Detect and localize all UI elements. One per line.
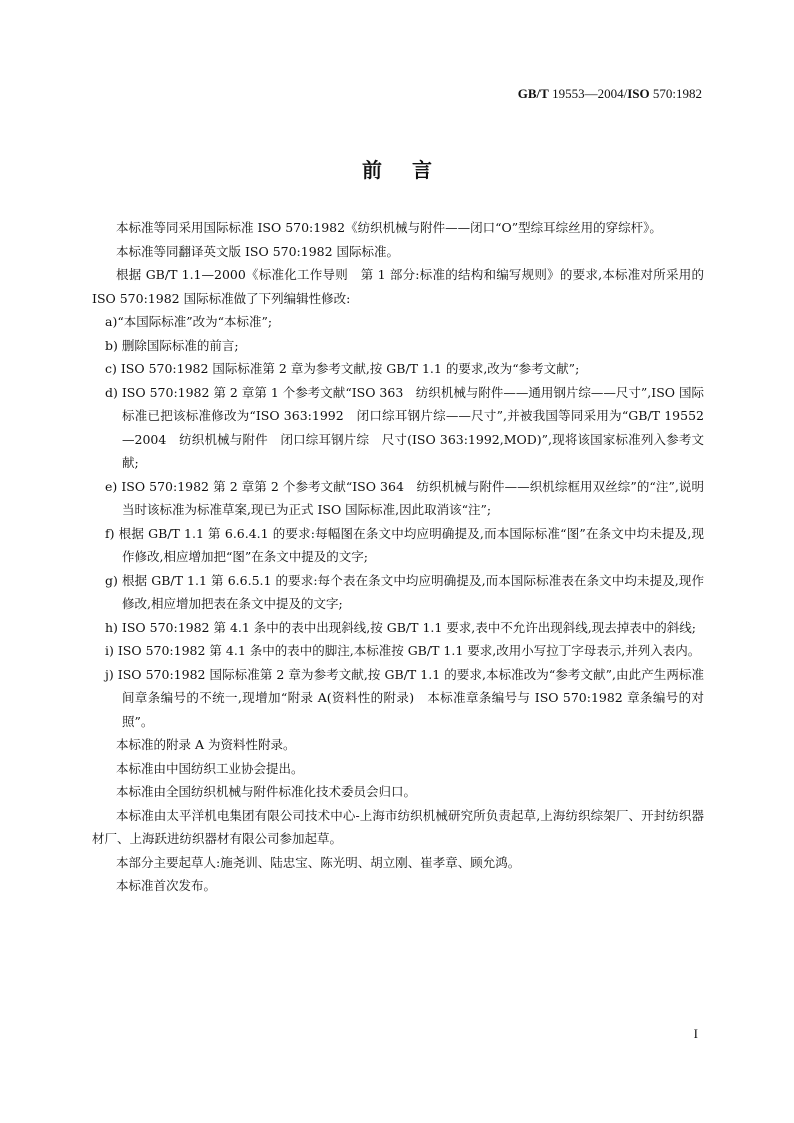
paragraph: 根据 GB/T 1.1—2000《标准化工作导则 第 1 部分:标准的结构和编写规则》的要求,本标准对所采用的 ISO 570:1982 国际标准做了下列编辑性修改: xyxy=(92,267,704,306)
paragraph: 本标准由太平洋机电集团有限公司技术中心-上海市纺织机械研究所负责起草,上海纺织综架厂、开封纺织器材厂、上海跃进纺织器材有限公司参加起草。 xyxy=(92,807,704,846)
paragraph: 本标准由全国纺织机械与附件标准化技术委员会归口。 xyxy=(116,784,417,799)
page-title: 前言 xyxy=(362,158,462,182)
standard-prefix: GB/T xyxy=(517,86,549,101)
list-item: j) ISO 570:1982 国际标准第 2 章为参考文献,按 GB/T 1.1 的要求,本标准改为“参考文献”,由此产生两标准间章条编号的不统一,现增加“附录 A(资料性的附录) 本标准章条编号与 ISO 570:1982 章条编号的对照”。 xyxy=(105,666,704,729)
paragraph: 本标准由中国纺织工业协会提出。 xyxy=(116,760,304,776)
list-item: h) ISO 570:1982 第 4.1 条中的表中出现斜线,按 GB/T 1.1 要求,表中不允许出现斜线,现去掉表中的斜线; xyxy=(105,619,696,635)
list-item: i) ISO 570:1982 第 4.1 条中的表中的脚注,本标准按 GB/T 1.1 要求,改用小写拉丁字母表示,并列入表内。 xyxy=(105,643,701,658)
list-item: d) ISO 570:1982 第 2 章第 1 个参考文献“ISO 363 纺织机械与附件——通用钢片综——尺寸”,ISO 国际标准已把该标准修改为“ISO 363:1992 闭口综耳钢片综——尺寸”,并被我国等同采用为“GB/T 19552—2004 纺织机械与附件 闭口综耳钢片综 尺寸(ISO 363:1992,MOD)”,现将该国家标准列入参考文献; xyxy=(105,384,704,470)
list-item: a)“本国际标准”改为“本标准”; xyxy=(105,314,273,329)
iso-prefix: ISO xyxy=(627,86,650,101)
list-item: b) 删除国际标准的前言; xyxy=(105,337,239,353)
standard-code xyxy=(518,86,702,102)
standard-number: 19553—2004/ xyxy=(548,86,628,101)
paragraph: 本部分主要起草人:施尧训、陆忠宝、陈光明、胡立刚、崔孝章、顾允鸿。 xyxy=(116,854,521,870)
paragraph: 本标准等同采用国际标准 ISO 570:1982《纺织机械与附件——闭口“O”型综耳综丝用的穿综杆》。 xyxy=(116,220,662,235)
page-number: I xyxy=(693,1026,698,1041)
paragraph: 本标准等同翻译英文版 ISO 570:1982 国际标准。 xyxy=(116,243,400,259)
paragraph: 本标准首次发布。 xyxy=(116,878,217,893)
list-item: f) 根据 GB/T 1.1 第 6.6.4.1 的要求:每幅图在条文中均应明确提及,而本国际标准“图”在条文中均未提及,现作修改,相应增加把“图”在条文中提及的文字; xyxy=(105,525,704,564)
list-item: e) ISO 570:1982 第 2 章第 2 个参考文献“ISO 364 纺织机械与附件——织机综框用双丝综”的“注”,说明当时该标准为标准草案,现已为正式 ISO 国际标准,因此取消该“注”; xyxy=(105,478,704,517)
list-item: g) 根据 GB/T 1.1 第 6.6.5.1 的要求:每个表在条文中均应明确提及,而本国际标准表在条文中均未提及,现作修改,相应增加把表在条文中提及的文字; xyxy=(105,572,704,611)
paragraph: 本标准的附录 A 为资料性附录。 xyxy=(116,737,296,752)
list-item: c) ISO 570:1982 国际标准第 2 章为参考文献,按 GB/T 1.1 的要求,改为“参考文献”; xyxy=(105,361,580,376)
iso-number: 570:1982 xyxy=(649,86,702,101)
foreword-body xyxy=(92,216,704,898)
